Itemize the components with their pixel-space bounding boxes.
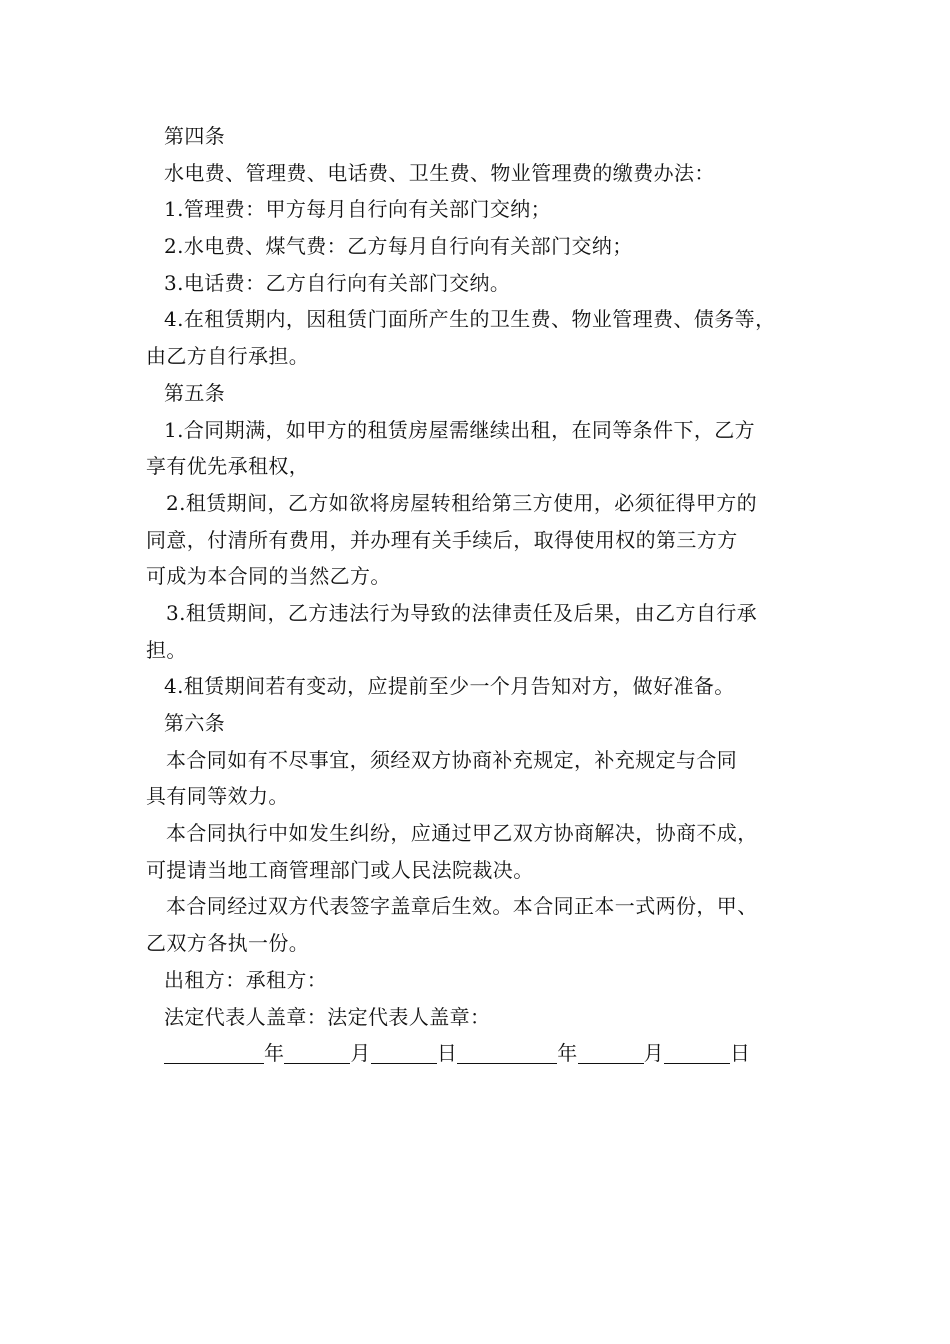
list-item: 1.管理费：甲方每月自行向有关部门交纳； [164,197,552,222]
list-item: 3.租赁期间，乙方违法行为导致的法律责任及后果，由乙方自行承 [166,600,758,625]
paragraph-continuation: 担。 [146,637,187,662]
year-label: 年 [557,1041,578,1066]
list-item: 2.租赁期间，乙方如欲将房屋转租给第三方使用，必须征得甲方的 [166,490,758,515]
article-4-heading: 第四条 [164,124,226,148]
month-label: 月 [643,1041,665,1066]
paragraph-continuation: 具有同等效力。 [146,784,289,809]
paragraph-continuation: 同意，付清所有费用，并办理有关手续后，取得使用权的第三方方 [146,527,738,552]
paragraph-continuation: 可提请当地工商管理部门或人民法院裁决。 [146,857,534,882]
day-label: 日 [436,1041,458,1066]
list-item: 3.电话费：乙方自行向有关部门交纳。 [164,270,511,295]
year-label: 年 [264,1041,285,1066]
month-label: 月 [350,1041,371,1066]
document-body [146,118,826,1072]
paragraph-continuation: 乙双方各执一份。 [146,931,310,956]
article-5-heading: 第五条 [164,380,226,405]
paragraph-continuation: 可成为本合同的当然乙方。 [146,564,391,589]
article-6-heading: 第六条 [164,711,226,735]
list-item: 2.水电费、煤气费：乙方每月自行向有关部门交纳； [164,234,633,259]
list-item: 4.租赁期间若有变动，应提前至少一个月告知对方，做好准备。 [164,674,735,699]
date-line [146,1035,826,1072]
blank-month-2 [578,1041,644,1064]
blank-day-1 [371,1041,437,1064]
blank-day-2 [664,1041,730,1064]
blank-month-1 [284,1041,350,1064]
day-label: 日 [730,1041,751,1066]
paragraph: 水电费、管理费、电话费、卫生费、物业管理费的缴费办法： [164,160,715,185]
signature-seal-line: 法定代表人盖章：法定代表人盖章： [164,1004,491,1029]
signature-parties: 出租方：承租方： [164,967,328,992]
paragraph: 本合同如有不尽事宜，须经双方协商补充规定，补充规定与合同 [166,747,738,772]
list-item: 1.合同期满，如甲方的租赁房屋需继续出租，在同等条件下，乙方 [164,417,756,442]
list-item: 4.在租赁期内，因租赁门面所产生的卫生费、物业管理费、债务等， [164,307,776,332]
paragraph: 本合同经过双方代表签字盖章后生效。本合同正本一式两份，甲、 [166,894,758,919]
blank-year-2 [457,1041,557,1064]
blank-year-1 [164,1041,264,1064]
paragraph-continuation: 享有优先承租权， [146,454,310,479]
paragraph: 本合同执行中如发生纠纷，应通过甲乙双方协商解决，协商不成， [166,821,758,846]
paragraph-continuation: 由乙方自行承担。 [146,344,310,369]
